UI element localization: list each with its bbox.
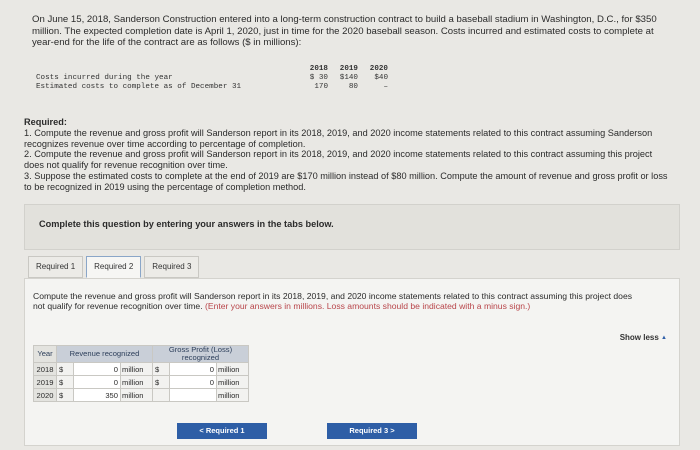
prev-required-1-button[interactable]: < Required 1 (177, 423, 267, 439)
gross-profit-unit: million (217, 363, 249, 376)
row-year: 2018 (34, 363, 57, 376)
revenue-unit: million (121, 363, 153, 376)
required-item-2: 2. Compute the revenue and gross profit will Sanderson report in its 2018, 2019, and 2020 income statements related to this contract assuming this project does not qualify for revenue recognition over time. (24, 149, 653, 171)
cost-value: 170 (314, 82, 328, 91)
tab-required-1[interactable]: Required 1 (28, 256, 83, 278)
show-less-toggle[interactable] (620, 333, 667, 342)
cost-row-label: Costs incurred during the year (36, 73, 173, 82)
cost-table-header (36, 64, 388, 73)
show-less-label: Show less (619, 333, 659, 342)
gross-profit-currency: $ (153, 376, 170, 389)
cost-value: $40 (374, 73, 388, 82)
cost-value: 80 (348, 82, 358, 91)
cost-value: – (383, 82, 388, 91)
table-row (34, 363, 249, 376)
tab-required-3[interactable]: Required 3 (144, 256, 199, 278)
required-item-3: 3. Suppose the estimated costs to complete at the end of 2019 are $170 million instead of $80 million. Compute the amount of revenue and gross profit or loss to be recognized in 2019 using the percentage of completion method. (24, 170, 668, 192)
complete-note: Complete this question by entering your answers in the tabs below. (39, 219, 334, 229)
revenue-unit: million (121, 389, 153, 402)
tab-required-2[interactable]: Required 2 (86, 256, 141, 278)
problem-intro: On June 15, 2018, Sanderson Construction entered into a long-term construction contract to build a baseball stadium in Washington, D.C., for $350 million. The expected completion date is April 1, 2020, just in time for the 2020 baseball season. Costs incurred and estimated costs to complete at year-end for the life of the contract are as follows ($ in millions): (32, 14, 657, 48)
gross-profit-input[interactable]: 0 (170, 363, 217, 376)
gross-profit-currency: $ (153, 363, 170, 376)
required-section (24, 117, 674, 193)
revenue-unit: million (121, 376, 153, 389)
revenue-currency: $ (57, 363, 74, 376)
triangle-up-icon: ▲ (661, 334, 667, 341)
gross-profit-input[interactable] (170, 389, 217, 402)
next-required-3-button[interactable]: Required 3 > (327, 423, 417, 439)
answer-table (33, 345, 249, 402)
cost-value: $ 30 (309, 73, 328, 82)
cost-table (36, 64, 388, 91)
table-row (34, 389, 249, 402)
instruction-text: Compute the revenue and gross profit will Sanderson report in its 2018, 2019, and 2020 income statements related to this contract assuming this project does not qualify for revenue recognition over time. (33, 291, 633, 311)
cost-value: $140 (339, 73, 358, 82)
col-header-gross-profit: Gross Profit (Loss) recognized (153, 346, 249, 363)
gross-profit-unit: million (217, 376, 249, 389)
revenue-input[interactable]: 0 (74, 376, 121, 389)
required-item-1: 1. Compute the revenue and gross profit will Sanderson report in its 2018, 2019, and 2020 income statements related to this contract assuming Sanderson recognizes revenue over time according to percentage of completion. (24, 127, 653, 149)
panel-instruction (33, 291, 633, 311)
revenue-currency: $ (57, 376, 74, 389)
gross-profit-unit: million (217, 389, 249, 402)
cost-year: 2018 (309, 64, 328, 73)
cost-row-estimated (36, 82, 388, 91)
complete-note-box (24, 204, 680, 250)
gross-profit-input[interactable]: 0 (170, 376, 217, 389)
cost-row-incurred (36, 73, 388, 82)
row-year: 2019 (34, 376, 57, 389)
cost-year: 2020 (369, 64, 388, 73)
row-year: 2020 (34, 389, 57, 402)
gross-profit-currency (153, 389, 170, 402)
revenue-currency: $ (57, 389, 74, 402)
answer-panel (24, 278, 680, 446)
revenue-input[interactable]: 350 (74, 389, 121, 402)
tab-bar (28, 256, 202, 278)
required-heading: Required: (24, 117, 67, 127)
table-row (34, 376, 249, 389)
revenue-input[interactable]: 0 (74, 363, 121, 376)
cost-year: 2019 (339, 64, 358, 73)
cost-row-label: Estimated costs to complete as of December 31 (36, 82, 242, 91)
col-header-year: Year (34, 346, 57, 363)
col-header-revenue: Revenue recognized (57, 346, 153, 363)
instruction-hint: (Enter your answers in millions. Loss amounts should be indicated with a minus sign.) (204, 301, 531, 311)
